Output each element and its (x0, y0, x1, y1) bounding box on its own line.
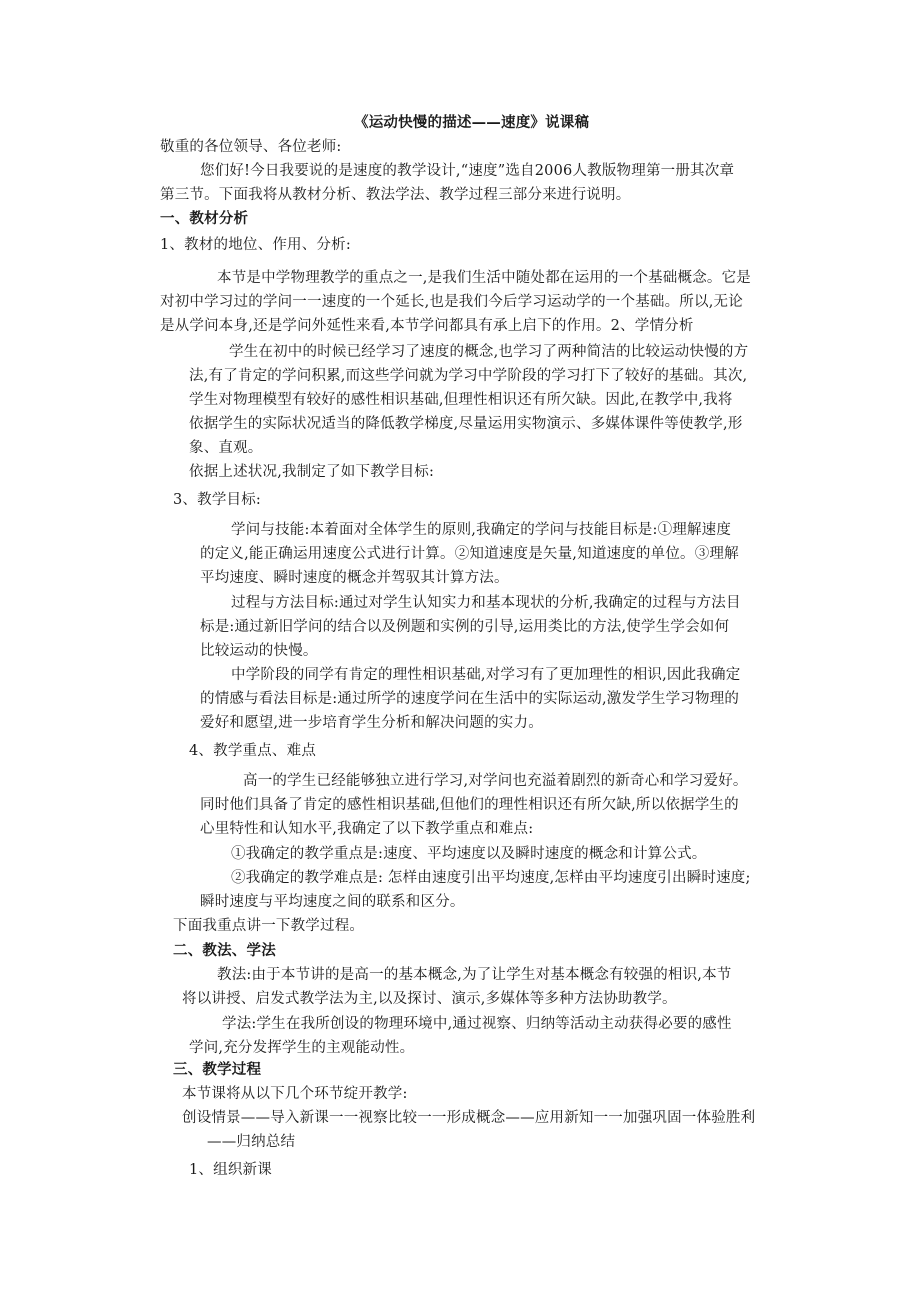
paragraph-line: 本节课将从以下几个环节绽开教学: (182, 1086, 408, 1102)
subsection-heading: 1、组织新课 (189, 1162, 272, 1178)
flow-line: 创设情景——导入新课一一视察比较一一形成概念——应用新知一一加强巩固一体验胜利 (182, 1110, 756, 1126)
intro-line: 您们好!今日我要说的是速度的教学设计,“速度”选自2006人教版物理第一册其次章 (200, 163, 735, 179)
paragraph-line: 高一的学生已经能够独立进行学习,对学问也充溢着剧烈的新奇心和学习爱好。 (243, 773, 748, 789)
paragraph-line: 法,有了肯定的学问积累,而这些学问就为学习中学阶段的学习打下了较好的基础。其次, (189, 368, 748, 384)
key-point-line: ①我确定的教学重点是:速度、平均速度以及瞬时速度的概念和计算公式。 (231, 846, 707, 862)
paragraph-line: 本节是中学物理教学的重点之一,是我们生活中随处都在运用的一个基础概念。它是 (217, 270, 752, 286)
paragraph-line: 将以讲授、启发式教学法为主,以及探讨、演示,多媒体等多种方法协助教学。 (182, 991, 677, 1007)
subsection-heading: 1、教材的地位、作用、分析: (160, 237, 351, 253)
section-heading: 一、教材分析 (160, 211, 249, 227)
paragraph-line: 同时他们具备了肯定的感性相识基础,但他们的理性相识还有所欠缺,所以依据学生的 (200, 797, 739, 813)
paragraph-line: 过程与方法目标:通过对学生认知实力和基本现状的分析,我确定的过程与方法目 (231, 595, 741, 611)
paragraph-line: 依据学生的实际状况适当的降低教学梯度,尽量运用实物演示、多媒体课件等使教学,形 (189, 416, 743, 432)
paragraph-line: 学生在初中的时候已经学习了速度的概念,也学习了两种简洁的比较运动快慢的方 (229, 344, 749, 360)
paragraph-line: 的定义,能正确运用速度公式进行计算。②知道速度是矢量,知道速度的单位。③理解 (200, 546, 739, 562)
paragraph-line: 是从学问本身,还是学问外延性来看,本节学问都具有承上启下的作用。2、学情分析 (160, 318, 694, 334)
paragraph-line: 学问与技能:本着面对全体学生的原则,我确定的学问与技能目标是:①理解速度 (231, 522, 732, 538)
section-heading: 三、教学过程 (173, 1062, 262, 1078)
flow-line: ——归纳总结 (207, 1134, 296, 1150)
section-heading: 二、教法、学法 (173, 943, 276, 959)
paragraph-line: 对初中学习过的学问一一速度的一个延长,也是我们今后学习运动学的一个基础。所以,无论 (160, 294, 743, 310)
subsection-heading: 3、教学目标: (173, 492, 262, 508)
paragraph-line: 依据上述状况,我制定了如下教学目标: (189, 464, 435, 480)
paragraph-line: 学生对物理模型有较好的感性相识基础,但理性相识还有所欠缺。因此,在教学中,我将 (189, 392, 733, 408)
intro-line: 第三节。下面我将从教材分析、教法学法、教学过程三部分来进行说明。 (160, 187, 631, 203)
paragraph-line: 爱好和愿望,进一步培育学生分析和解决问题的实力。 (200, 715, 543, 731)
paragraph-line: 教法:由于本节讲的是高一的基本概念,为了让学生对基本概念有较强的相识,本节 (217, 967, 732, 983)
paragraph-line: 比较运动的快慢。 (200, 643, 318, 659)
paragraph-line: 学法:学生在我所创设的物理环境中,通过视察、归纳等活动主动获得必要的感性 (222, 1016, 732, 1032)
paragraph-line: 学问,充分发挥学生的主观能动性。 (189, 1040, 415, 1056)
paragraph-line: 平均速度、瞬时速度的概念并驾驭其计算方法。 (200, 570, 509, 586)
paragraph-line: 的情感与看法目标是:通过所学的速度学问在生活中的实际运动,激发学生学习物理的 (200, 691, 740, 707)
paragraph-line: 象、直观。 (189, 440, 263, 456)
difficult-point-line: ②我确定的教学难点是: 怎样由速度引出平均速度,怎样由平均速度引出瞬时速度; (231, 870, 751, 886)
paragraph-line: 标是:通过新旧学问的结合以及例题和实例的引导,运用类比的方法,使学生学会如何 (200, 619, 730, 635)
difficult-point-line: 瞬时速度与平均速度之间的联系和区分。 (200, 894, 465, 910)
paragraph-line: 中学阶段的同学有肯定的理性相识基础,对学习有了更加理性的相识,因此我确定 (231, 667, 741, 683)
document-title: 《运动快慢的描述——速度》说课稿 (354, 115, 590, 131)
greeting: 敬重的各位领导、各位老师: (160, 139, 342, 155)
transition-line: 下面我重点讲一下教学过程。 (173, 918, 365, 934)
paragraph-line: 心里特性和认知水平,我确定了以下教学重点和难点: (200, 821, 534, 837)
subsection-heading: 4、教学重点、难点 (189, 743, 317, 759)
